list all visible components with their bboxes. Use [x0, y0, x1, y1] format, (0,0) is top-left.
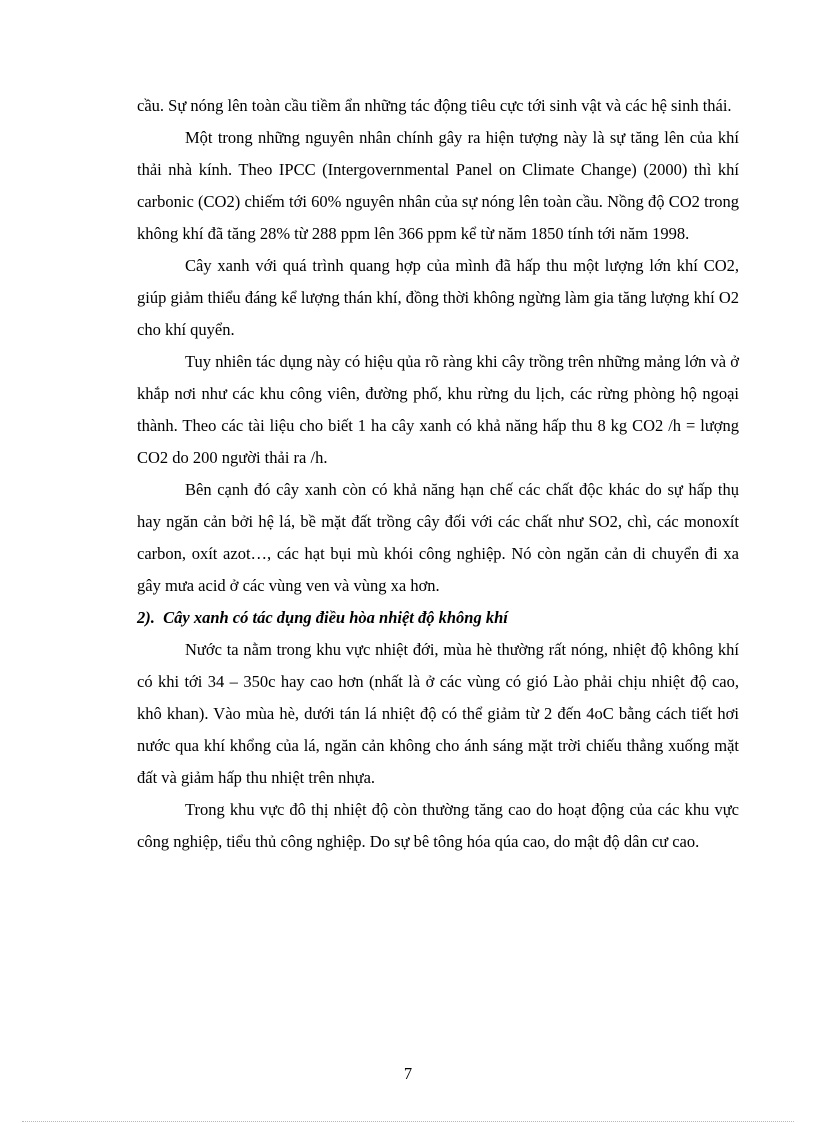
page-number: 7 — [403, 1064, 413, 1083]
section-heading: 2). Cây xanh có tác dụng điều hòa nhiệt độ không khí — [137, 608, 508, 627]
paragraph-photosynthesis: Cây xanh với quá trình quang hợp của mình đã hấp thu một lượng lớn khí CO2, giúp giảm thiểu đáng kể lượng thán khí, đồng thời không ngừng làm gia tăng lượng khí O2 cho khí quyển. — [137, 256, 739, 339]
footer-divider — [22, 1121, 794, 1122]
paragraph-climate: Nước ta nằm trong khu vực nhiệt đới, mùa hè thường rất nóng, nhiệt độ không khí có khi tới 34 – 350c hay cao hơn (nhất là ở các vùng có gió Lào phải chịu nhiệt độ cao, khô khan). Vào mùa hè, dưới tán lá nhiệt độ có thể giảm từ 2 đến 4oC bằng cách tiết hơi nước qua khí khổng của lá, ngăn cản không cho ánh sáng mặt trời chiếu thẳng xuống mặt đất và giảm hấp thu nhiệt trên nhựa. — [137, 640, 739, 787]
paragraph-effectiveness: Tuy nhiên tác dụng này có hiệu qủa rõ ràng khi cây trồng trên những mảng lớn và ở khắp nơi như các khu công viên, đường phố, khu rừng du lịch, các rừng phòng hộ ngoại thành. Theo các tài liệu cho biết 1 ha cây xanh có khả năng hấp thu 8 kg CO2 /h = lượng CO2 do 200 người thải ra /h. — [137, 352, 739, 467]
paragraph-urban-heat: Trong khu vực đô thị nhiệt độ còn thường tăng cao do hoạt động của các khu vực công nghiệp, tiểu thủ công nghiệp. Do sự bê tông hóa qúa cao, do mật độ dân cư cao. — [137, 800, 739, 851]
paragraph-continuation: cầu. Sự nóng lên toàn cầu tiềm ẩn những tác động tiêu cực tới sinh vật và các hệ sinh thái. — [137, 96, 732, 115]
paragraph-greenhouse-gas: Một trong những nguyên nhân chính gây ra hiện tượng này là sự tăng lên của khí thải nhà kính. Theo IPCC (Intergovernmental Panel on Climate Change) (2000) thì khí carbonic (CO2) chiếm tới 60% nguyên nhân của sự nóng lên toàn cầu. Nồng độ CO2 trong không khí đã tăng 28% từ 288 ppm lên 366 ppm kể từ năm 1850 tính tới năm 1998. — [137, 128, 739, 243]
body-text — [137, 90, 739, 858]
paragraph-pollutants: Bên cạnh đó cây xanh còn có khả năng hạn chế các chất độc khác do sự hấp thụ hay ngăn cản bởi hệ lá, bề mặt đất trồng cây đối với các chất như SO2, chì, các monoxít carbon, oxít azot…, các hạt bụi mù khói công nghiệp. Nó còn ngăn cản di chuyển đi xa gây mưa acid ở các vùng ven và vùng xa hơn. — [137, 480, 739, 595]
